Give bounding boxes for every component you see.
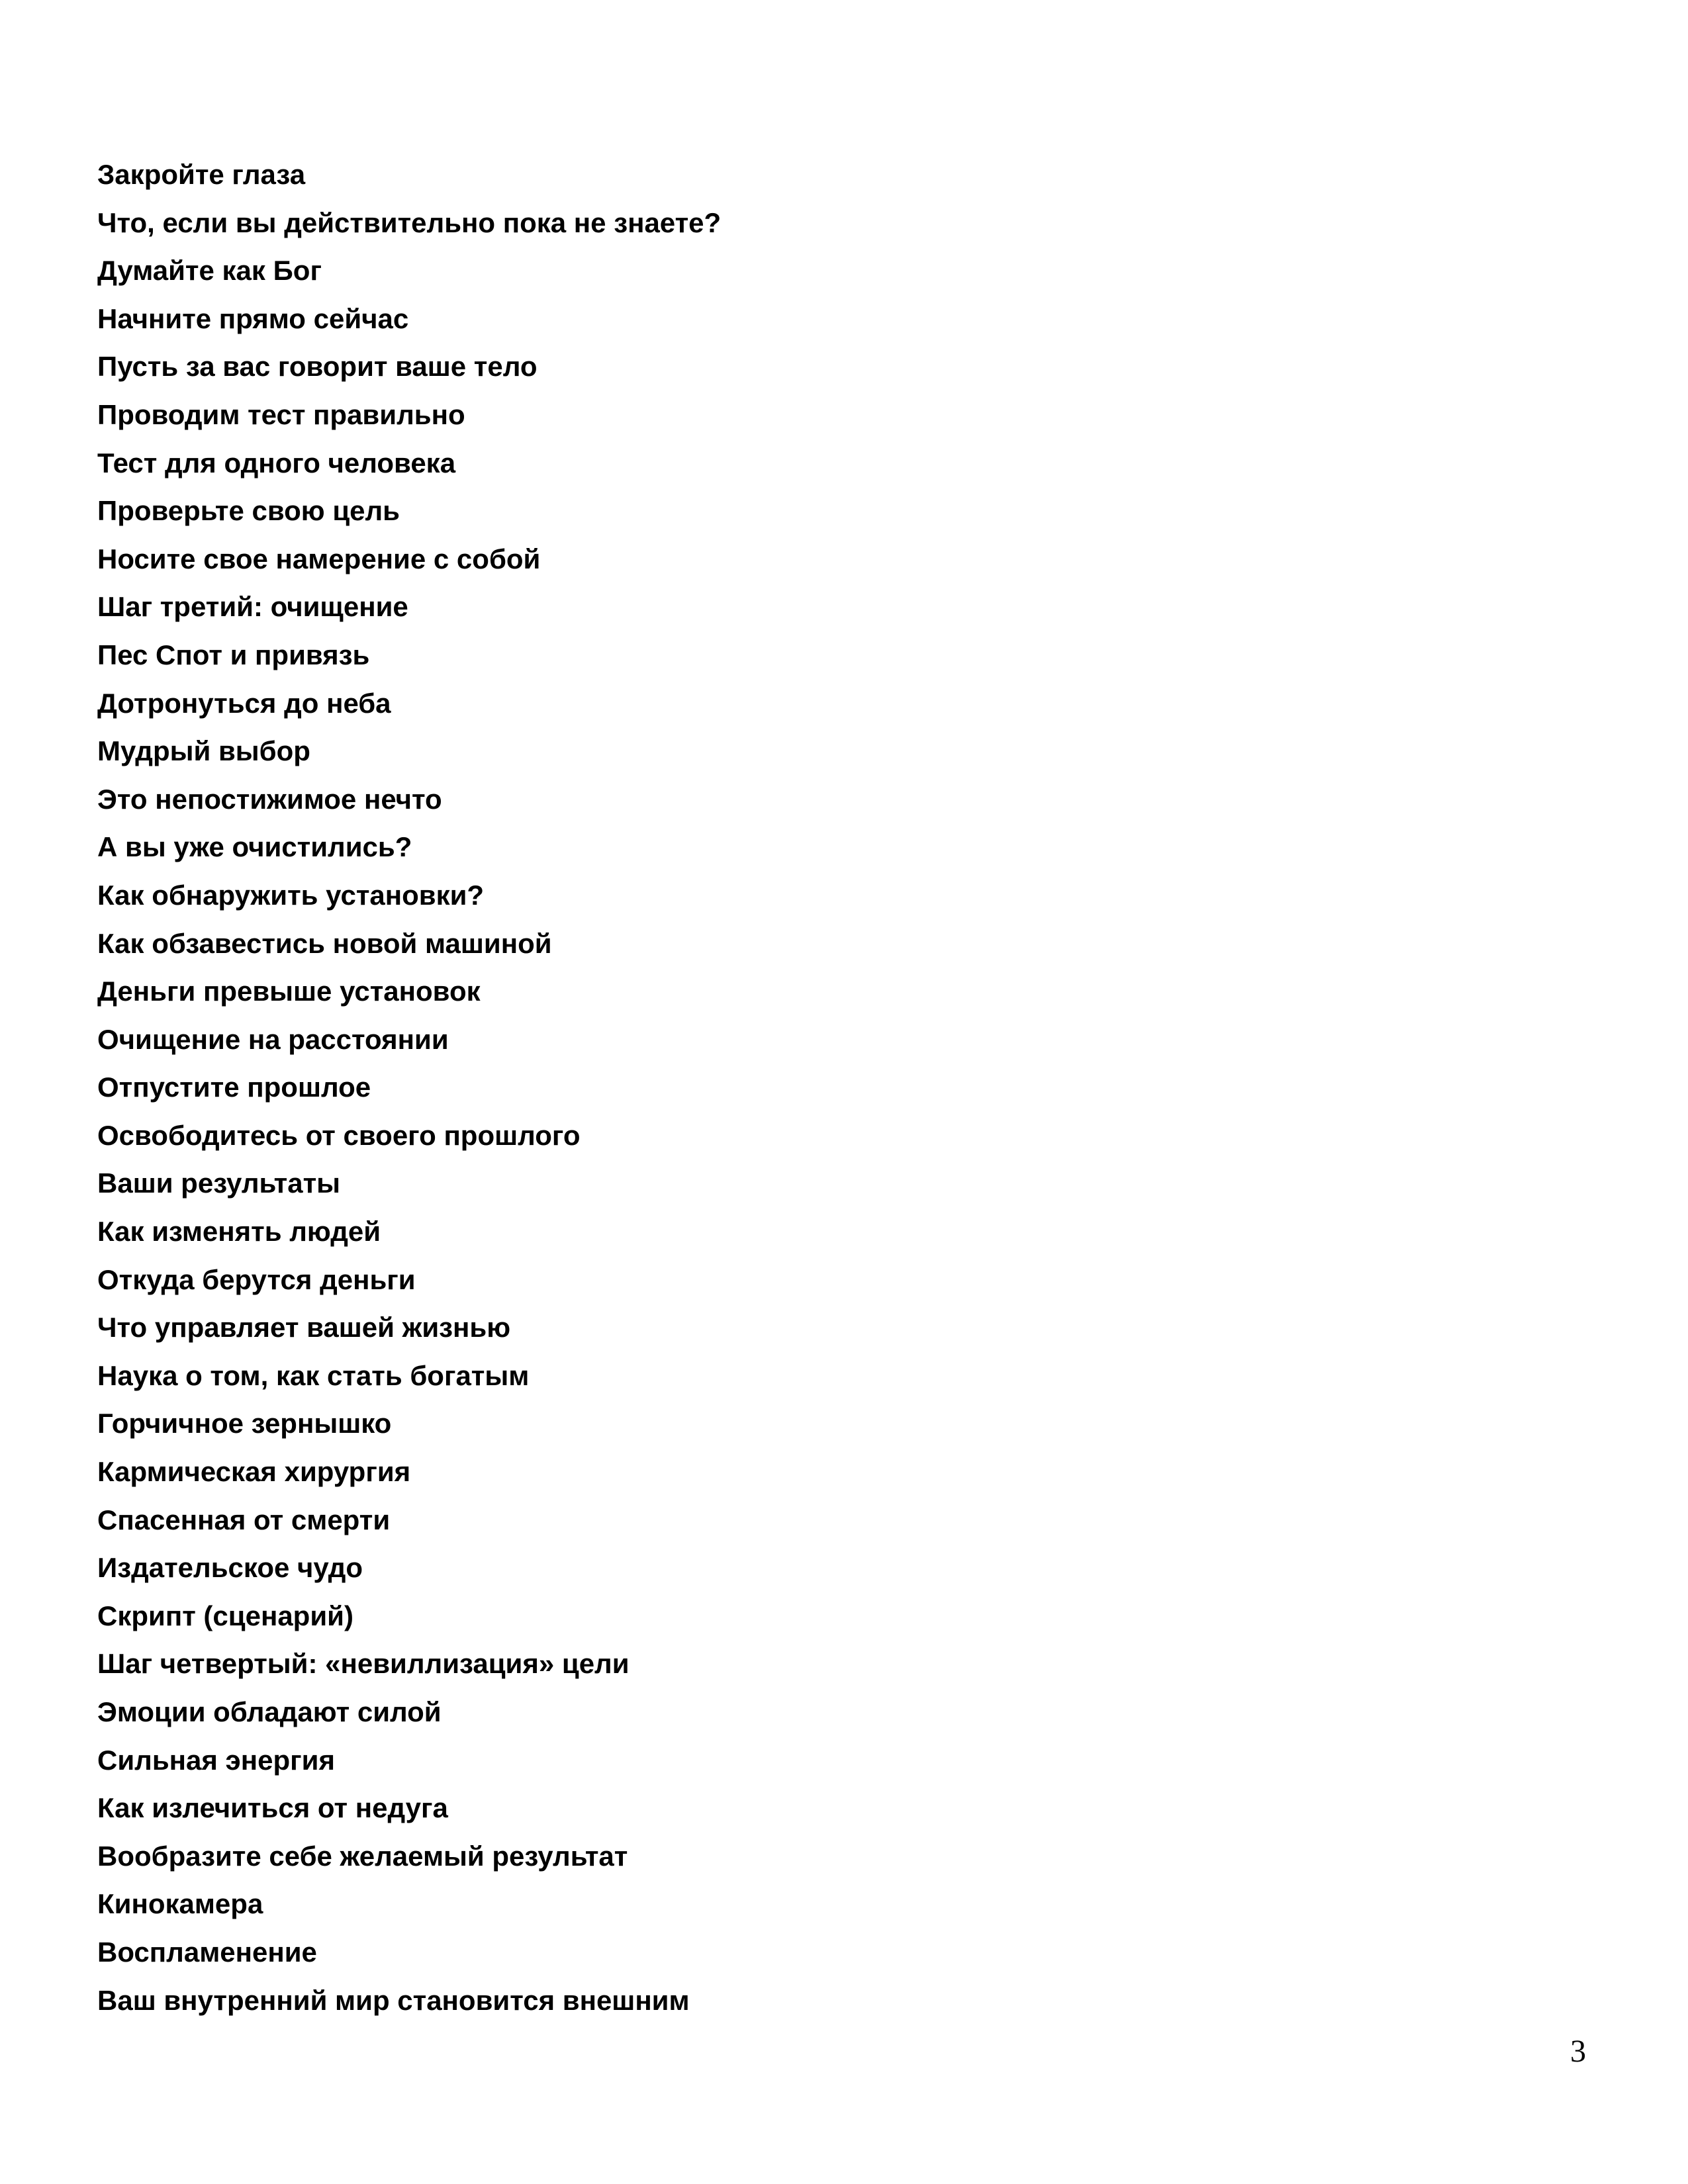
toc-entry: Воспламенение (97, 1936, 317, 1968)
toc-entry: Как излечиться от недуга (97, 1792, 448, 1824)
toc-entry: Мудрый выбор (97, 735, 310, 767)
toc-entry: А вы уже очистились? (97, 831, 412, 863)
toc-entry: Горчичное зернышко (97, 1408, 392, 1439)
toc-entry: Скрипт (сценарий) (97, 1600, 353, 1631)
toc-entry: Освободитесь от своего прошлого (97, 1119, 581, 1151)
toc-entry: Кинокамера (97, 1888, 263, 1920)
page-number: 3 (1570, 2034, 1586, 2069)
toc-entry: Носите свое намерение с собой (97, 543, 541, 574)
toc-entry: Издательское чудо (97, 1552, 363, 1584)
toc-entry: Что управляет вашей жизнью (97, 1312, 511, 1343)
toc-entry: Ваши результаты (97, 1167, 341, 1199)
toc-entry: Наука о том, как стать богатым (97, 1359, 530, 1391)
toc-entry: Спасенная от смерти (97, 1504, 391, 1535)
toc-entry: Проводим тест правильно (97, 398, 465, 430)
toc-entry: Очищение на расстоянии (97, 1023, 449, 1055)
toc-entry: Проверьте свою цель (97, 495, 400, 527)
toc-entry: Пес Спот и привязь (97, 639, 370, 670)
toc-entry: Шаг четвертый: «невиллизация» цели (97, 1648, 630, 1680)
toc-entry: Откуда берутся деньги (97, 1263, 416, 1295)
toc-entry: Это непостижимое нечто (97, 783, 442, 815)
toc-entry: Шаг третий: очищение (97, 591, 408, 623)
toc-entry: Эмоции обладают силой (97, 1696, 442, 1727)
toc-entry: Как обнаружить установки? (97, 879, 485, 911)
toc-entry: Вообразите себе желаемый результат (97, 1840, 628, 1872)
toc-entry: Как изменять людей (97, 1216, 381, 1248)
toc-entry: Тест для одного человека (97, 447, 456, 478)
toc-entry: Кармическая хирургия (97, 1456, 411, 1488)
toc-entry: Деньги превыше установок (97, 976, 481, 1007)
toc-entry: Начните прямо сейчас (97, 302, 409, 334)
toc-entry: Сильная энергия (97, 1744, 335, 1776)
toc-entry: Ваш внутренний мир становится внешним (97, 1984, 690, 2016)
toc-entry: Дотронуться до неба (97, 687, 391, 719)
toc-entry: Думайте как Бог (97, 255, 322, 287)
toc-entry: Что, если вы действительно пока не знаете? (97, 206, 722, 238)
toc-entry: Пусть за вас говорит ваше тело (97, 351, 538, 383)
toc-list (97, 151, 721, 2025)
toc-entry: Закройте глаза (97, 159, 306, 190)
toc-entry: Как обзавестись новой машиной (97, 927, 552, 959)
toc-entry: Отпустите прошлое (97, 1071, 371, 1103)
